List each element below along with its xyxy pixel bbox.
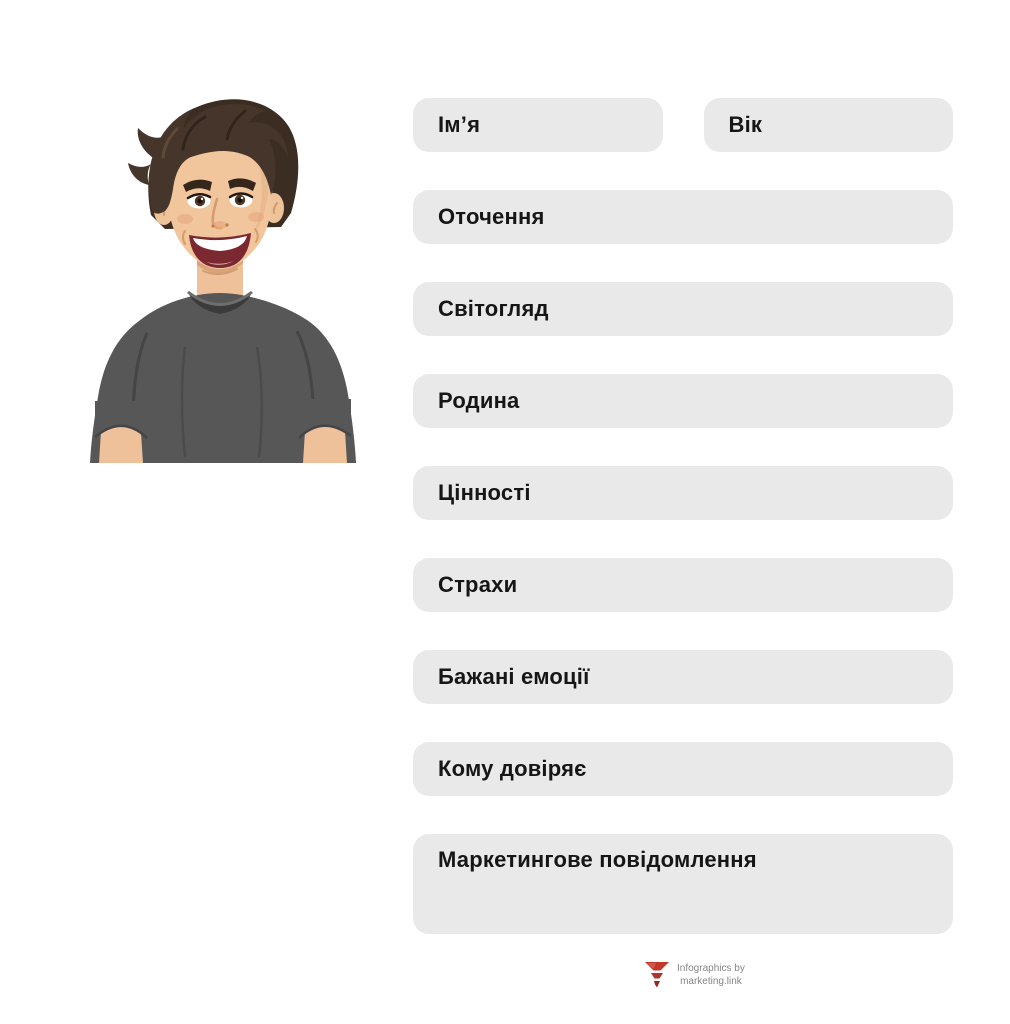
field-row (413, 558, 953, 612)
field-row (413, 650, 953, 704)
field-environment-label: Оточення (438, 204, 545, 229)
field-family-label: Родина (438, 388, 520, 413)
field-fears-label: Страхи (438, 572, 518, 597)
field-row (413, 282, 953, 336)
field-row (413, 742, 953, 796)
field-name-label: Ім’я (438, 112, 481, 137)
field-row (413, 374, 953, 428)
field-name[interactable] (413, 98, 663, 152)
field-who-trusts-label: Кому довіряє (438, 756, 587, 781)
footer-credit-text (677, 962, 745, 988)
funnel-icon (644, 960, 670, 990)
field-row (413, 98, 953, 152)
field-values-label: Цінності (438, 480, 531, 505)
young-man-avatar (85, 95, 361, 463)
field-worldview[interactable] (413, 282, 953, 336)
field-desired-emotions-label: Бажані емоції (438, 664, 590, 689)
field-row (413, 834, 953, 934)
field-who-trusts[interactable] (413, 742, 953, 796)
footer-credit-line2[interactable]: marketing.link (680, 976, 742, 987)
footer-credit-line1: Infographics by (677, 963, 745, 974)
field-fears[interactable] (413, 558, 953, 612)
persona-fields (413, 98, 953, 972)
field-desired-emotions[interactable] (413, 650, 953, 704)
field-marketing-message[interactable] (413, 834, 953, 934)
field-row (413, 466, 953, 520)
field-environment[interactable] (413, 190, 953, 244)
field-age[interactable] (704, 98, 954, 152)
footer-credit (644, 960, 745, 990)
field-family[interactable] (413, 374, 953, 428)
field-marketing-message-label: Маркетингове повідомлення (438, 847, 757, 872)
field-row (413, 190, 953, 244)
field-values[interactable] (413, 466, 953, 520)
field-worldview-label: Світогляд (438, 296, 549, 321)
field-age-label: Вік (728, 112, 763, 137)
